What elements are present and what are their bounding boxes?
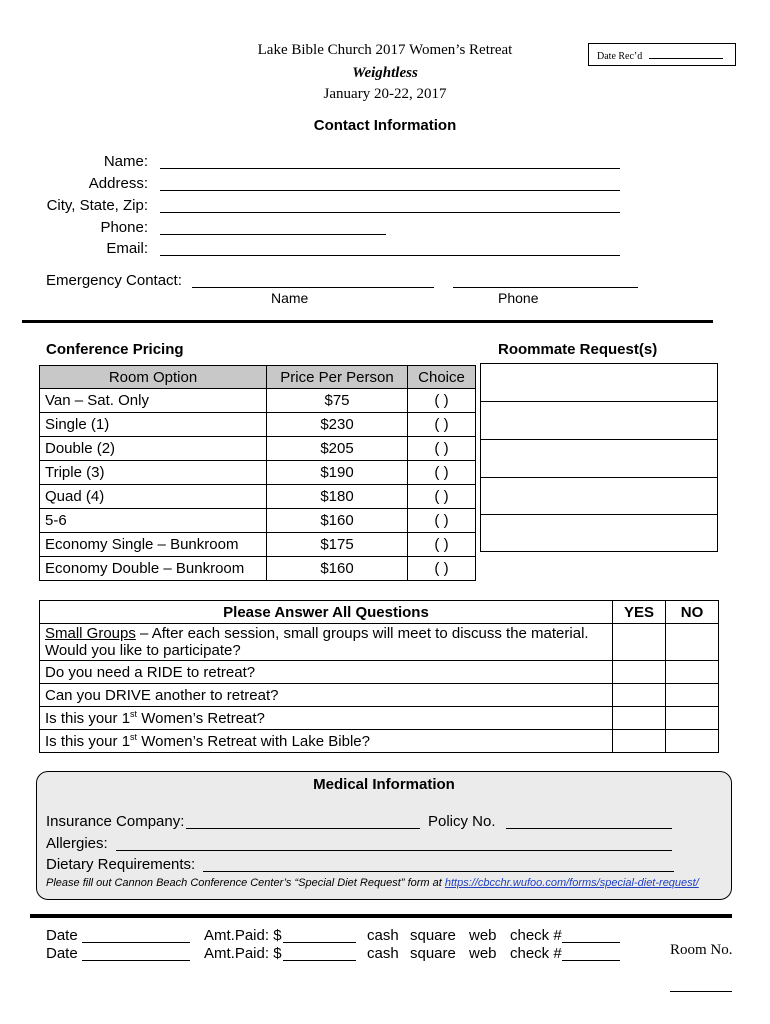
emergency-name-field[interactable]: [192, 287, 434, 288]
table-row: [40, 624, 719, 661]
method-square-1[interactable]: square: [410, 927, 456, 944]
room-choice[interactable]: ( ): [408, 533, 476, 557]
roommate-box-4[interactable]: [480, 477, 718, 515]
date-field-1[interactable]: [82, 942, 190, 943]
room-choice[interactable]: ( ): [408, 509, 476, 533]
yes-checkbox[interactable]: [613, 707, 666, 730]
retreat-theme: Weightless: [352, 65, 418, 81]
room-choice[interactable]: ( ): [408, 437, 476, 461]
amt-field-1[interactable]: [283, 942, 356, 943]
table-row: [40, 730, 719, 753]
city-state-zip-field[interactable]: [160, 212, 620, 213]
emergency-phone-caption: Phone: [498, 290, 539, 306]
question-text: Do you need a RIDE to retreat?: [40, 661, 613, 684]
room-option: Economy Double – Bunkroom: [40, 557, 267, 581]
yes-checkbox[interactable]: [613, 624, 666, 661]
room-option: Single (1): [40, 413, 267, 437]
office-divider: [30, 914, 732, 918]
room-price: $205: [267, 437, 408, 461]
room-option: Triple (3): [40, 461, 267, 485]
insurance-label: Insurance Company:: [46, 813, 185, 830]
date-label-1: Date: [46, 927, 78, 944]
section-divider: [22, 320, 713, 323]
table-row: [40, 557, 476, 581]
table-row: [40, 485, 476, 509]
no-checkbox[interactable]: [666, 707, 719, 730]
room-choice[interactable]: ( ): [408, 485, 476, 509]
table-row: [40, 707, 719, 730]
room-option: Van – Sat. Only: [40, 389, 267, 413]
yes-checkbox[interactable]: [613, 730, 666, 753]
room-choice[interactable]: ( ): [408, 413, 476, 437]
room-number-label: Room No.: [670, 942, 733, 958]
allergies-label: Allergies:: [46, 835, 108, 852]
diet-note-text: Please fill out Cannon Beach Conference Center’s “Special Diet Request” form at: [46, 877, 445, 889]
room-option: 5-6: [40, 509, 267, 533]
price-header: Price Per Person: [267, 366, 408, 389]
table-row: [40, 437, 476, 461]
room-price: $75: [267, 389, 408, 413]
emergency-contact-label: Emergency Contact:: [46, 272, 182, 289]
yes-header: YES: [613, 601, 666, 624]
name-label: Name:: [103, 153, 148, 170]
amt-label-2: Amt.Paid: $: [204, 945, 282, 962]
retreat-title: Lake Bible Church 2017 Women’s Retreat: [257, 42, 513, 58]
small-groups-question: Would you like to participate?: [45, 642, 241, 659]
room-price: $190: [267, 461, 408, 485]
date-label-2: Date: [46, 945, 78, 962]
roommate-box-1[interactable]: [480, 363, 718, 402]
phone-field[interactable]: [160, 234, 386, 235]
method-check-2[interactable]: check #: [510, 945, 562, 962]
room-price: $175: [267, 533, 408, 557]
table-row: [40, 509, 476, 533]
allergies-field[interactable]: [116, 850, 672, 851]
table-row: [40, 461, 476, 485]
check-number-field-2[interactable]: [562, 960, 620, 961]
name-field[interactable]: [160, 168, 620, 169]
roommate-heading: Roommate Request(s): [498, 341, 658, 358]
question-text: [40, 730, 613, 753]
q4-post: Women’s Retreat?: [137, 710, 265, 727]
emergency-phone-field[interactable]: [453, 287, 638, 288]
table-row: [40, 413, 476, 437]
pricing-heading: Conference Pricing: [46, 341, 184, 358]
questions-table: [39, 600, 719, 753]
small-groups-label: Small Groups: [45, 625, 136, 642]
choice-header: Choice: [408, 366, 476, 389]
yes-checkbox[interactable]: [613, 661, 666, 684]
date-received-line[interactable]: [649, 49, 723, 59]
medical-heading: Medical Information: [313, 776, 455, 793]
policy-label: Policy No.: [428, 813, 496, 830]
room-option-header: Room Option: [40, 366, 267, 389]
address-label: Address:: [88, 175, 148, 192]
dietary-label: Dietary Requirements:: [46, 856, 196, 873]
method-cash-2[interactable]: cash: [367, 945, 399, 962]
insurance-field[interactable]: [186, 828, 420, 829]
q4-pre: Is this your 1: [45, 710, 131, 727]
emergency-name-caption: Name: [271, 290, 309, 306]
q5-pre: Is this your 1: [45, 733, 131, 750]
q5-post: Women’s Retreat with Lake Bible?: [137, 733, 370, 750]
roommate-box-2[interactable]: [480, 401, 718, 440]
room-option: Economy Single – Bunkroom: [40, 533, 267, 557]
roommate-box-3[interactable]: [480, 439, 718, 478]
method-cash-1[interactable]: cash: [367, 927, 399, 944]
roommate-box-5[interactable]: [480, 514, 718, 552]
amt-label-1: Amt.Paid: $: [204, 927, 282, 944]
table-row: [40, 684, 719, 707]
room-price: $230: [267, 413, 408, 437]
question-text: Can you DRIVE another to retreat?: [40, 684, 613, 707]
room-option: Quad (4): [40, 485, 267, 509]
table-row: [40, 533, 476, 557]
phone-label: Phone:: [100, 219, 148, 236]
small-groups-text: – After each session, small groups will meet to discuss the material.: [135, 625, 589, 642]
diet-note: [46, 877, 699, 889]
retreat-dates: January 20-22, 2017: [323, 86, 447, 102]
method-web-2[interactable]: web: [469, 945, 497, 962]
room-number-field[interactable]: [670, 991, 732, 992]
method-check-1[interactable]: check #: [510, 927, 562, 944]
room-price: $160: [267, 557, 408, 581]
table-row: [40, 661, 719, 684]
date-received-box: [588, 43, 736, 66]
diet-request-link[interactable]: https://cbcchr.wufoo.com/forms/special-diet-request/: [444, 877, 699, 889]
question-text: [40, 707, 613, 730]
date-field-2[interactable]: [82, 960, 190, 961]
no-checkbox[interactable]: [666, 684, 719, 707]
method-web-1[interactable]: web: [469, 927, 497, 944]
no-header: NO: [666, 601, 719, 624]
questions-header: Please Answer All Questions: [40, 601, 613, 624]
address-field[interactable]: [160, 190, 620, 191]
no-checkbox[interactable]: [666, 661, 719, 684]
q5-sup: st: [130, 732, 138, 742]
amt-field-2[interactable]: [283, 960, 356, 961]
no-checkbox[interactable]: [666, 624, 719, 661]
room-price: $180: [267, 485, 408, 509]
room-choice[interactable]: ( ): [408, 557, 476, 581]
room-choice[interactable]: ( ): [408, 389, 476, 413]
contact-heading: Contact Information: [313, 117, 457, 134]
yes-checkbox[interactable]: [613, 684, 666, 707]
table-row: [40, 389, 476, 413]
no-checkbox[interactable]: [666, 730, 719, 753]
policy-field[interactable]: [506, 828, 672, 829]
check-number-field-1[interactable]: [562, 942, 620, 943]
dietary-field[interactable]: [203, 871, 674, 872]
room-price: $160: [267, 509, 408, 533]
email-field[interactable]: [160, 255, 620, 256]
city-state-zip-label: City, State, Zip:: [46, 197, 148, 214]
date-received-label: Date Rec’d: [597, 51, 643, 62]
room-option: Double (2): [40, 437, 267, 461]
method-square-2[interactable]: square: [410, 945, 456, 962]
pricing-table: [39, 365, 476, 581]
room-choice[interactable]: ( ): [408, 461, 476, 485]
q4-sup: st: [130, 709, 138, 719]
email-label: Email:: [106, 240, 148, 257]
